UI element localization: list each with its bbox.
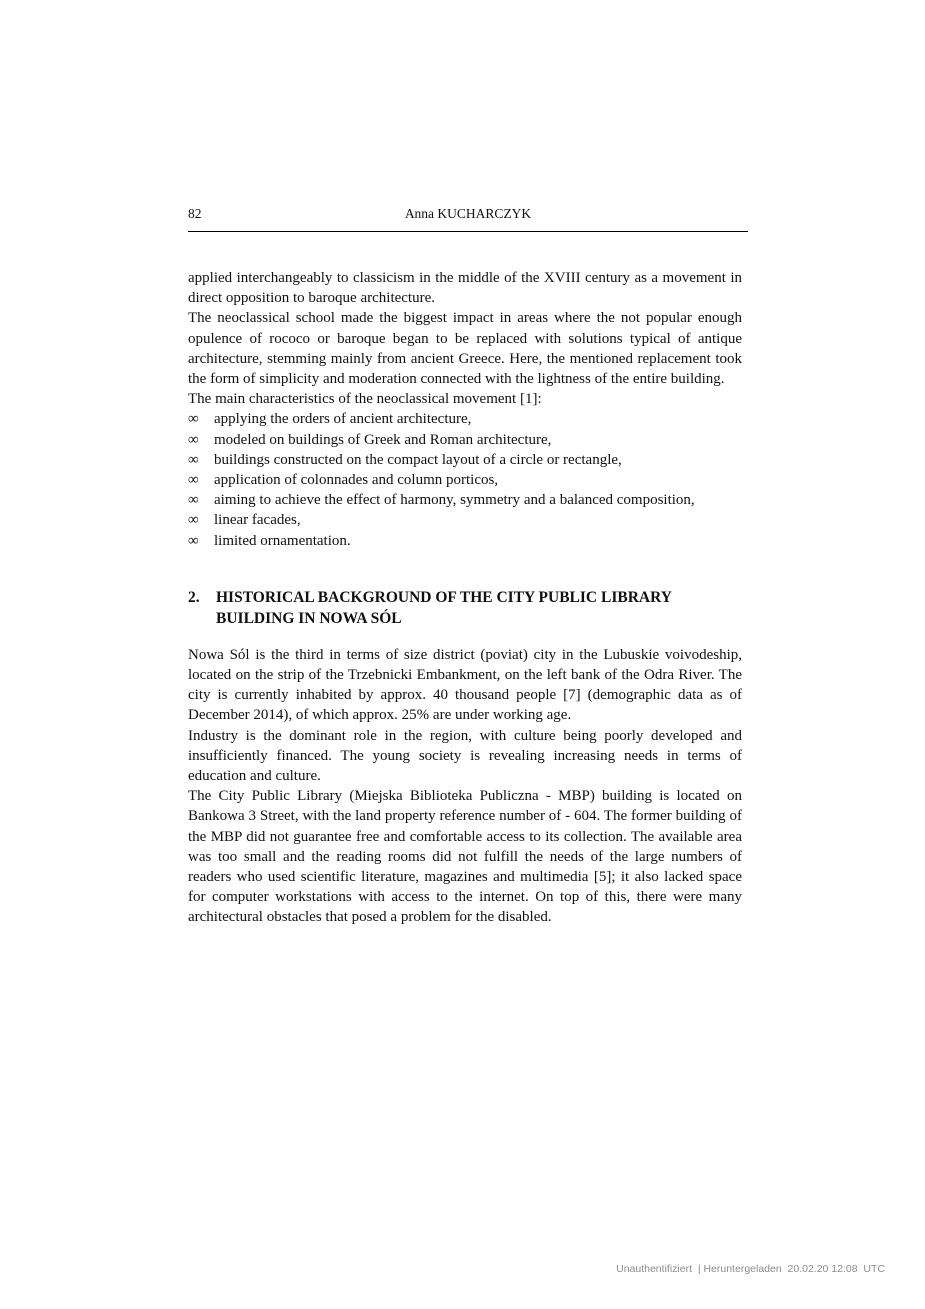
bullet-text: aiming to achieve the effect of harmony, symmetry and a balanced composition, [214,492,695,509]
bullet-text: limited ornamentation. [214,532,351,549]
bullet-item [188,430,742,450]
bullet-item [188,510,742,530]
list-intro: The main characteristics of the neoclassical movement [1]: [188,391,542,408]
running-head: Anna KUCHARCZYK [404,206,532,221]
infinity-bullet-icon: ∞ [188,431,199,448]
bullet-item [188,470,742,490]
bullet-text: application of colonnades and column porticos, [214,472,499,489]
section-title: HISTORICAL BACKGROUND OF THE CITY PUBLIC LIBRARY BUILDING IN NOWA SÓL [216,588,672,628]
page-number: 82 [188,206,202,221]
footer-text: Unauthentifiziert | Heruntergeladen 20.02.20 12:08 UTC [616,1263,885,1275]
page-footer [604,1251,885,1287]
bullet-item [188,450,742,470]
bullet-text: buildings constructed on the compact layout of a circle or rectangle, [214,451,622,468]
bullet-list [188,409,742,550]
header-rule [188,231,748,232]
bullet-text: modeled on buildings of Greek and Roman architecture, [214,431,552,448]
bullet-item [188,490,742,510]
page-header [188,206,748,228]
section-number: 2. [188,588,200,606]
infinity-bullet-icon: ∞ [188,411,199,428]
bullet-item [188,409,742,429]
paragraph-4: Industry is the dominant role in the region, with culture being poorly developed and insufficiently financed. The young society is revealing increasing needs in terms of education and culture. [188,727,742,785]
infinity-bullet-icon: ∞ [188,492,199,509]
bullet-item [188,531,742,551]
bullet-text: applying the orders of ancient architecture, [214,411,472,428]
infinity-bullet-icon: ∞ [188,472,199,489]
bullet-text: linear facades, [214,512,301,529]
paragraph-3: Nowa Sól is the third in terms of size district (poviat) city in the Lubuskie voivodeship, located on the strip of the Trzebnicki Embankment, on the left bank of the Odra River. The city is currently inhabited by approx. 40 thousand people [7] (demographic data as of December 2014), of which approx. 25% are under working age. [188,646,742,724]
paragraph-2: The neoclassical school made the biggest impact in areas where the not popular enough opulence of rococo or baroque began to be replaced with solutions typical of antique architecture, stemming mainly from ancient Greece. Here, the mentioned replacement took the form of simplicity and moderation connected with the lightness of the entire building. [188,310,742,388]
section-heading [188,587,742,630]
infinity-bullet-icon: ∞ [188,532,199,549]
paragraph-5: The City Public Library (Miejska Biblioteka Publiczna - MBP) building is located on Bankowa 3 Street, with the land property reference number of - 604. The former building of the MBP did not guarantee free and comfortable access to its collection. The available area was too small and the reading rooms did not fulfill the needs of the large numbers of readers who used scientific literature, magazines and multimedia [5]; it also lacked space for computer workstations with access to the internet. On top of this, there were many architectural obstacles that posed a problem for the disabled. [188,788,742,926]
body-content [188,268,742,928]
paragraph-1: applied interchangeably to classicism in the middle of the XVIII century as a movement in direct opposition to baroque architecture. [188,270,742,307]
infinity-bullet-icon: ∞ [188,512,199,529]
infinity-bullet-icon: ∞ [188,451,199,468]
